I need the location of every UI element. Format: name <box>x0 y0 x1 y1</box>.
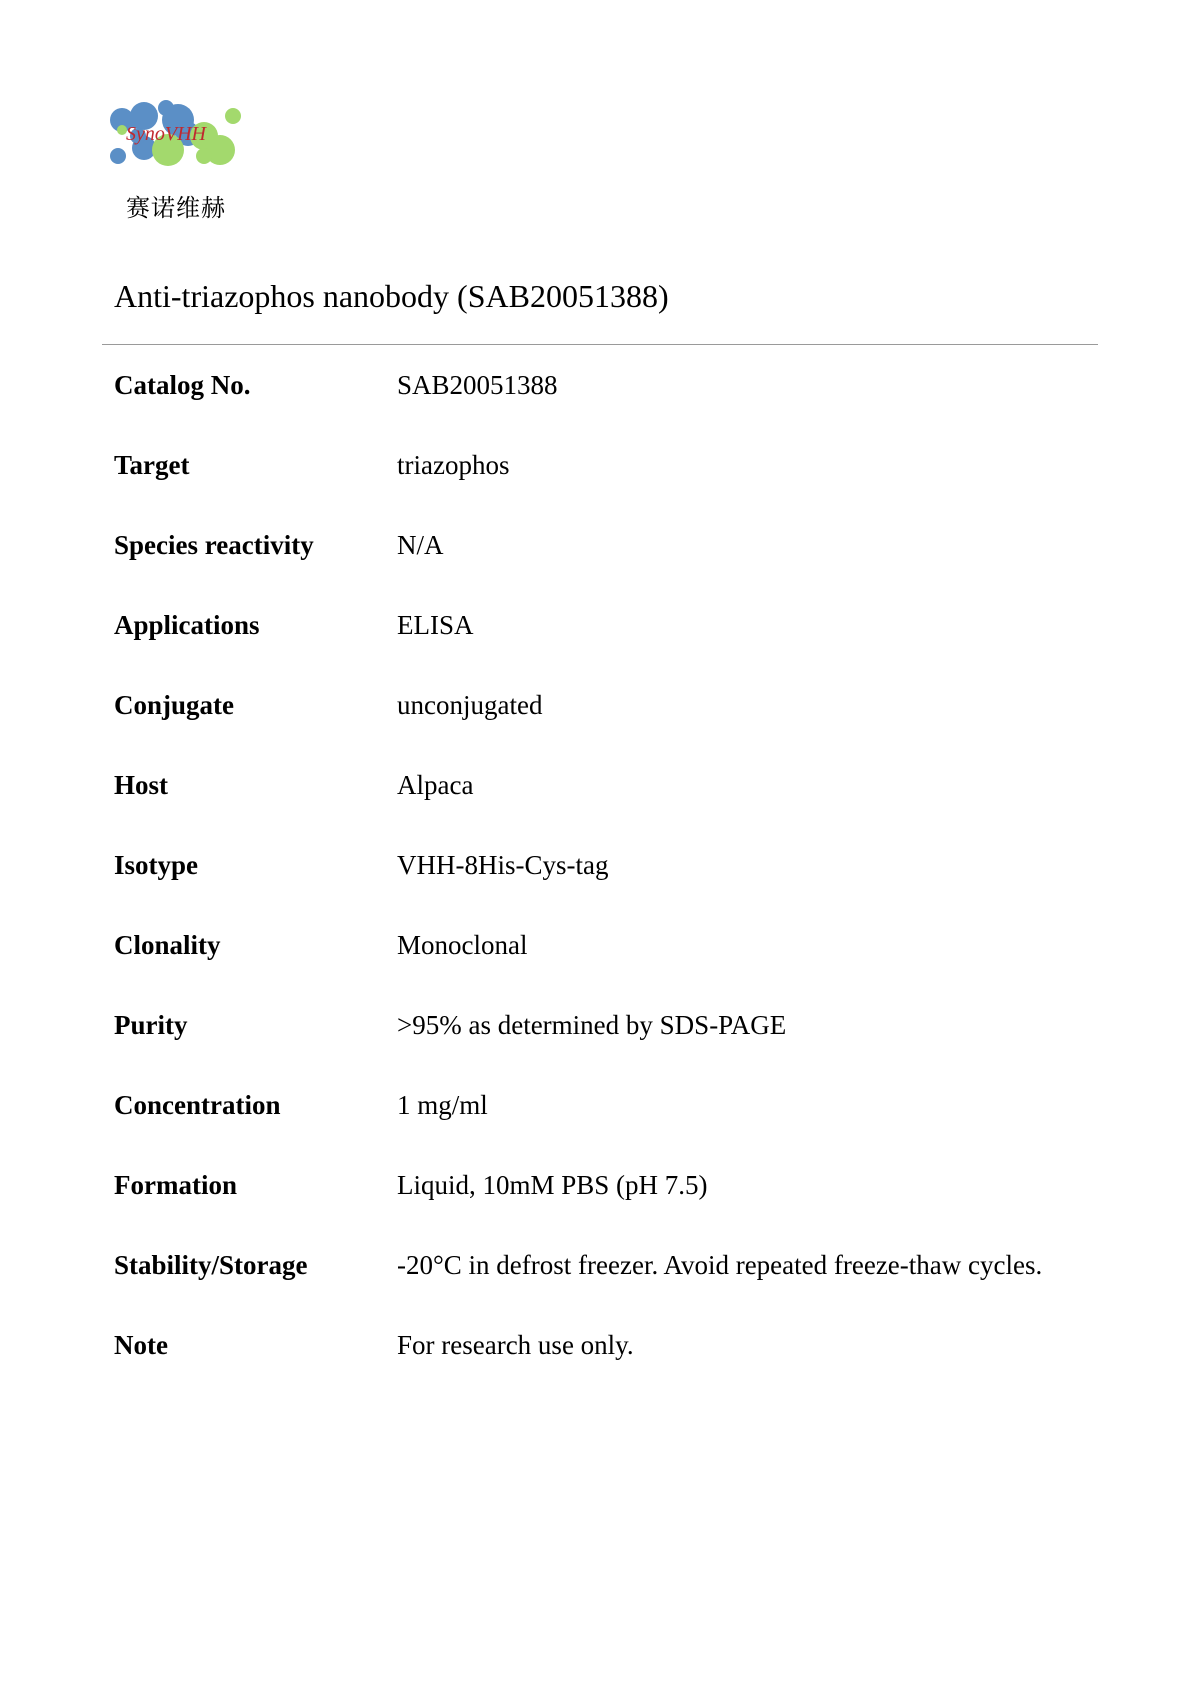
spec-value: For research use only. <box>397 1330 634 1360</box>
spec-row-species-reactivity <box>114 520 1094 600</box>
spec-value: Monoclonal <box>397 930 528 960</box>
spec-label: Conjugate <box>114 690 234 720</box>
spec-row-host <box>114 760 1094 840</box>
spec-value: N/A <box>397 530 444 560</box>
spec-label: Stability/Storage <box>114 1250 308 1280</box>
specification-table <box>114 360 1094 1400</box>
spec-value: 1 mg/ml <box>397 1090 488 1120</box>
spec-label: Species reactivity <box>114 530 314 560</box>
spec-label: Formation <box>114 1170 237 1200</box>
spec-row-isotype <box>114 840 1094 920</box>
logo-brand-text: SynoVHH <box>126 123 206 145</box>
spec-value: triazophos <box>397 450 510 480</box>
spec-row-conjugate <box>114 680 1094 760</box>
spec-label: Clonality <box>114 930 221 960</box>
spec-label: Concentration <box>114 1090 281 1120</box>
spec-value: -20°C in defrost freezer. Avoid repeated freeze-thaw cycles. <box>397 1250 1043 1280</box>
spec-label: Isotype <box>114 850 199 880</box>
spec-label: Note <box>114 1330 168 1360</box>
spec-row-purity <box>114 1000 1094 1080</box>
spec-label: Purity <box>114 1010 188 1040</box>
synovhh-logo-mark <box>108 98 258 184</box>
spec-row-applications <box>114 600 1094 680</box>
spec-row-concentration <box>114 1080 1094 1160</box>
spec-label: Host <box>114 770 168 800</box>
spec-value: Liquid, 10mM PBS (pH 7.5) <box>397 1170 708 1200</box>
spec-row-note <box>114 1320 1094 1400</box>
title-divider <box>102 344 1098 345</box>
spec-label: Target <box>114 450 190 480</box>
spec-value: >95% as determined by SDS-PAGE <box>397 1010 787 1040</box>
spec-value: SAB20051388 <box>397 370 558 400</box>
page-title: Anti-triazophos nanobody (SAB20051388) <box>114 278 669 314</box>
spec-value: unconjugated <box>397 690 543 720</box>
spec-value: ELISA <box>397 610 474 640</box>
spec-value: VHH-8His-Cys-tag <box>397 850 609 880</box>
logo-chinese-name: 赛诺维赫 <box>126 194 226 222</box>
spec-value: Alpaca <box>397 770 474 800</box>
spec-label: Catalog No. <box>114 370 251 400</box>
spec-label: Applications <box>114 610 260 640</box>
spec-row-clonality <box>114 920 1094 1000</box>
spec-row-target <box>114 440 1094 520</box>
spec-row-catalog-no <box>114 360 1094 440</box>
spec-row-formation <box>114 1160 1094 1240</box>
company-logo <box>108 98 268 228</box>
spec-row-stability-storage <box>114 1240 1094 1320</box>
